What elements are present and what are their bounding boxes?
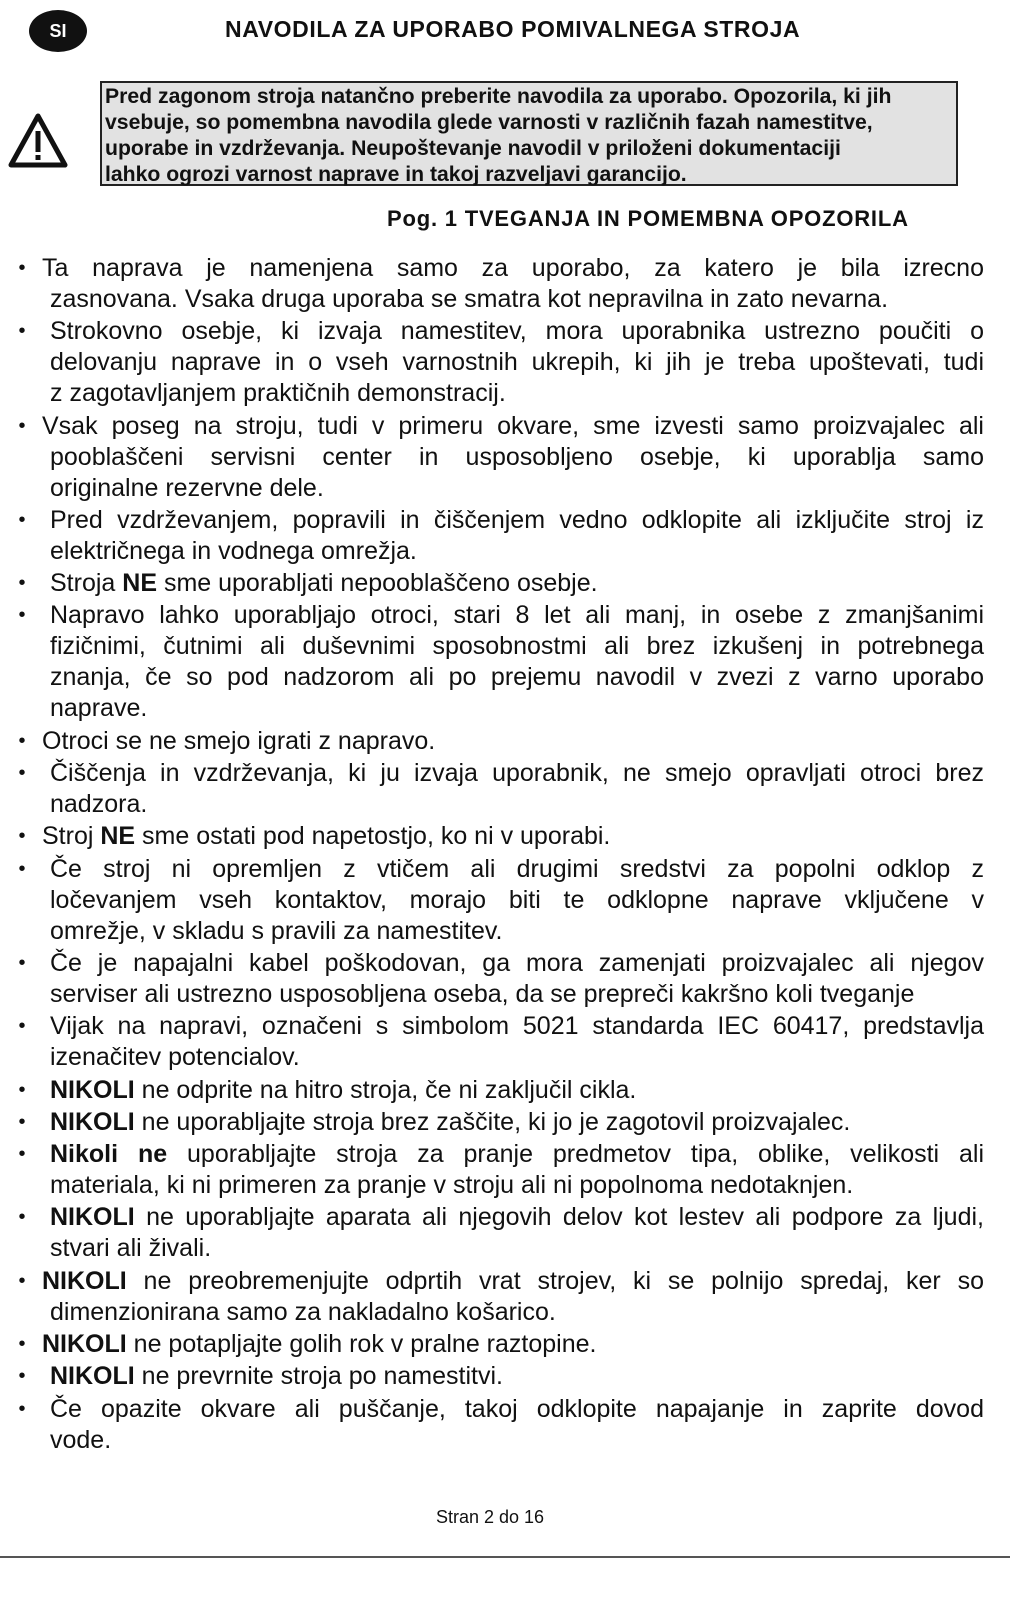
list-item-line: z zagotavljanjem praktičnih demonstracij. xyxy=(50,379,506,408)
warning-line: uporabe in vzdrževanja. Neupoštevanje navodil v priloženi dokumentaciji xyxy=(105,137,841,160)
list-item-line: Vsak poseg na stroju, tudi v primeru okvare, sme izvesti samo proizvajalec ali xyxy=(42,411,984,440)
list-item-line: dimenzionirana samo za nakladalno košarico. xyxy=(50,1297,556,1326)
list-item xyxy=(12,1329,984,1360)
bullet-icon: • xyxy=(18,1015,26,1038)
list-item-line: Čiščenja in vzdrževanja, ki ju izvaja uporabnik, ne smejo opravljati otroci brez xyxy=(50,759,984,788)
list-item-line: Če je napajalni kabel poškodovan, ga mora zamenjati proizvajalec ali njegov xyxy=(50,948,984,977)
list-item-text: ne uporabljajte aparata ali njegovih delov kot lestev ali podpore za ljudi, xyxy=(134,1203,984,1232)
list-item-line: znanja, če so pod nadzorom ali po prejemu navodil v zvezi z varno uporabo xyxy=(50,663,984,692)
bullet-icon: • xyxy=(18,320,26,343)
list-item xyxy=(12,1202,984,1264)
list-item-line xyxy=(12,1361,984,1392)
bullet-icon: • xyxy=(18,762,26,785)
list-item-line: Vijak na napravi, označeni s simbolom 5021 standarda IEC 60417, predstavlja xyxy=(50,1012,984,1041)
list-item xyxy=(12,316,984,409)
list-item-line: materiala, ki ni primeren za pranje v stroju ali ni popolnoma nedotaknjen. xyxy=(50,1171,854,1200)
list-item-text: Stroj xyxy=(42,822,101,851)
emphasis-text: NE xyxy=(100,822,136,851)
list-item xyxy=(12,821,984,852)
list-item-line: Ta naprava je namenjena samo za uporabo, za katero je bila izrecno xyxy=(42,254,984,282)
list-item-text: uporabljajte stroja za pranje predmetov tipa, oblike, velikosti ali xyxy=(167,1140,985,1169)
list-item xyxy=(12,1394,984,1456)
bullet-icon: • xyxy=(18,951,26,974)
bullet-icon: • xyxy=(18,257,26,279)
list-item xyxy=(12,1361,984,1392)
list-item-line: Če opazite okvare ali puščanje, takoj odklopite napajanje in zaprite dovod xyxy=(50,1394,984,1423)
list-item xyxy=(12,1139,984,1201)
section-title: Pog. 1 TVEGANJA IN POMEMBNA OPOZORILA xyxy=(387,206,909,231)
list-item-line: zasnovana. Vsaka druga uporaba se smatra kot nepravilna in zato nevarna. xyxy=(50,285,889,313)
list-item-text: ne odprite na hitro stroja, če ni zaključil cikla. xyxy=(134,1075,637,1104)
bullet-icon: • xyxy=(18,1143,26,1166)
list-item xyxy=(12,854,984,947)
list-item-line: fizičnimi, čutnimi ali duševnimi sposobnostmi ali brez izkušenj in potrebnega xyxy=(50,632,984,661)
list-item xyxy=(12,726,984,757)
list-item-line: originalne rezervne dele. xyxy=(50,473,324,502)
list-item xyxy=(12,948,984,1010)
list-item-text: ne potapljajte golih rok v pralne raztopine. xyxy=(126,1330,597,1359)
bullet-icon: • xyxy=(18,857,26,880)
list-item-line: delovanju naprave in o vseh varnostnih ukrepih, ki jih je treba upoštevati, tudi xyxy=(50,348,984,377)
bullet-icon: • xyxy=(18,1206,26,1229)
list-item-line: Pred vzdrževanjem, popravili in čiščenjem vedno odklopite ali izključite stroj iz xyxy=(50,505,984,534)
list-item-line: električnega in vodnega omrežja. xyxy=(50,536,417,565)
list-item xyxy=(12,505,984,567)
bullet-icon: • xyxy=(18,1078,26,1101)
list-item-line xyxy=(12,1202,984,1233)
list-item-line: stvari ali živali. xyxy=(50,1234,212,1263)
list-item xyxy=(12,568,984,599)
footer-divider xyxy=(0,1556,1010,1558)
list-item-line: Napravo lahko uporabljajo otroci, stari 8 let ali manj, in osebe z zmanjšanimi xyxy=(50,601,984,630)
bullet-icon: • xyxy=(18,825,26,848)
list-item-line: serviser ali ustrezno usposobljena oseba, da se prepreči kakršno koli tveganje xyxy=(50,979,915,1008)
bullet-icon: • xyxy=(18,508,26,531)
warning-line: Pred zagonom stroja natančno preberite navodila za uporabo. Opozorila, ki jih xyxy=(105,85,892,108)
list-item-line: pooblaščeni servisni center in usposobljeno osebje, ki uporablja samo xyxy=(50,442,984,471)
bullet-icon: • xyxy=(18,1333,26,1356)
page-number: Stran 2 do 16 xyxy=(435,1507,545,1527)
list-item xyxy=(12,758,984,820)
warning-line: vsebuje, so pomembna navodila glede varnosti v različnih fazah namestitve, xyxy=(105,111,873,134)
list-item-text: ne prevrnite stroja po namestitvi. xyxy=(134,1362,503,1391)
list-item-line: Otroci se ne smejo igrati z napravo. xyxy=(42,726,436,755)
list-item-line xyxy=(12,1329,984,1360)
list-item-line: ločevanjem vseh kontaktov, morajo biti te odklopne naprave vključene v xyxy=(50,885,984,914)
list-item-text: ne uporabljajte stroja brez zaščite, ki jo je zagotovil proizvajalec. xyxy=(134,1107,851,1136)
list-item xyxy=(12,1075,984,1106)
list-item-line: nadzora. xyxy=(50,790,148,819)
emphasis-text: NIKOLI xyxy=(50,1107,135,1136)
list-item-line: vode. xyxy=(50,1425,112,1454)
warnings-list xyxy=(12,253,984,1457)
list-item-text: sme uporabljati nepooblaščeno osebje. xyxy=(157,569,598,598)
emphasis-text: Nikoli ne xyxy=(50,1140,168,1169)
emphasis-text: NIKOLI xyxy=(42,1330,127,1359)
list-item-line xyxy=(12,1107,984,1138)
emphasis-text: NIKOLI xyxy=(50,1362,135,1391)
list-item-line xyxy=(12,568,984,599)
list-item-line: Če stroj ni opremljen z vtičem ali drugimi sredstvi za popolni odklop z xyxy=(50,854,984,883)
bullet-icon: • xyxy=(18,1110,26,1133)
bullet-icon: • xyxy=(18,1269,26,1292)
list-item-line: Strokovno osebje, ki izvaja namestitev, mora uporabnika ustrezno poučiti o xyxy=(50,317,984,346)
list-item-line xyxy=(12,1139,984,1170)
warning-line: lahko ogrozi varnost naprave in takoj razveljavi garancijo. xyxy=(105,163,687,186)
list-item-line: naprave. xyxy=(50,694,148,723)
language-badge: SI xyxy=(29,10,87,52)
list-item-line: omrežje, v skladu s pravili za namestitev. xyxy=(50,916,503,945)
list-item-line xyxy=(12,821,984,852)
list-item xyxy=(12,411,984,504)
emphasis-text: NIKOLI xyxy=(50,1203,135,1232)
list-item-text: sme ostati pod napetostjo, ko ni v uporabi. xyxy=(135,822,611,851)
emphasis-text: NIKOLI xyxy=(42,1266,127,1295)
list-item-line xyxy=(12,1075,984,1106)
list-item-line xyxy=(12,1266,984,1297)
list-item-line: izenačitev potencialov. xyxy=(50,1043,300,1072)
list-item-text: Stroja xyxy=(50,569,123,598)
warning-triangle-icon xyxy=(8,112,68,170)
bullet-icon: • xyxy=(18,572,26,595)
list-item xyxy=(12,1011,984,1073)
list-item xyxy=(12,1266,984,1328)
page-title: NAVODILA ZA UPORABO POMIVALNEGA STROJA xyxy=(225,16,801,42)
bullet-icon: • xyxy=(18,414,26,437)
bullet-icon: • xyxy=(18,1365,26,1388)
bullet-icon: • xyxy=(18,729,26,752)
emphasis-text: NE xyxy=(122,569,157,598)
list-item xyxy=(12,253,984,315)
list-item xyxy=(12,600,984,724)
bullet-icon: • xyxy=(18,1397,26,1420)
list-item-text: ne preobremenjujte odprtih vrat strojev, ki se polnijo spredaj, ker so xyxy=(126,1266,984,1295)
emphasis-text: NIKOLI xyxy=(50,1075,135,1104)
list-item xyxy=(12,1107,984,1138)
warning-box xyxy=(100,81,958,186)
bullet-icon: • xyxy=(18,604,26,627)
